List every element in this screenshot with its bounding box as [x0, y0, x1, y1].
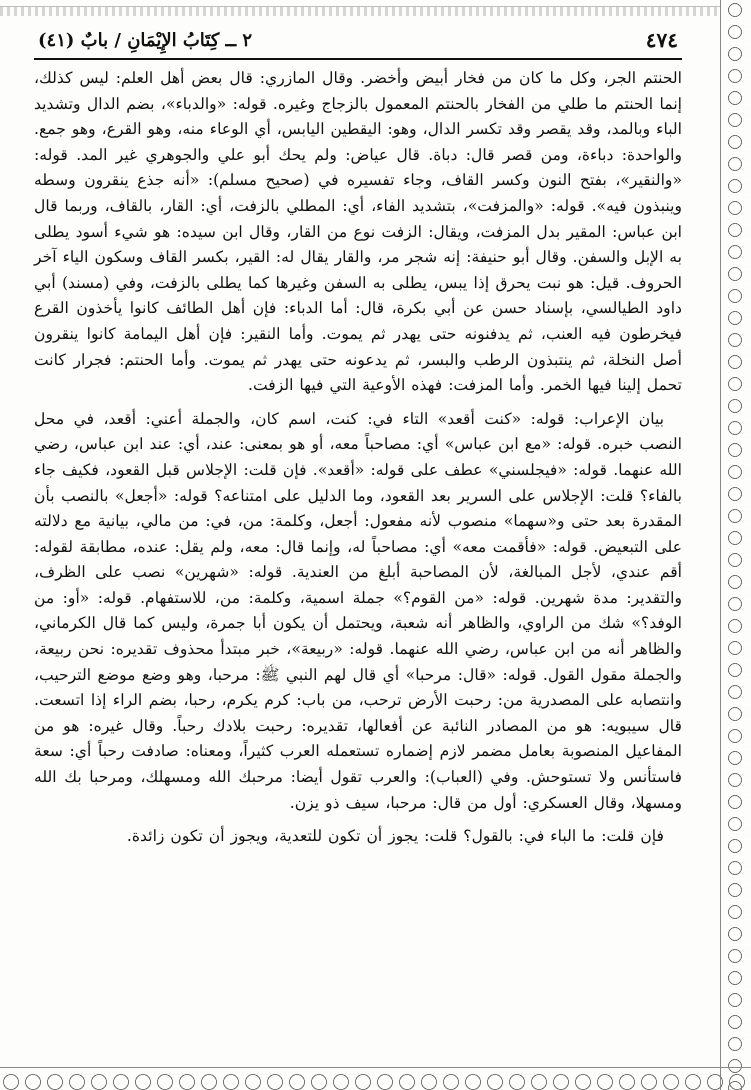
paragraph-question: فإن قلت: ما الباء في: بالقول؟ قلت: يجوز أن تكون للتعدية، ويجوز أن تكون زائدة. [126, 827, 664, 846]
paragraph-vocabulary: الحنتم الجر، وكل ما كان من فخار أبيض وأخضر. وقال المازري: قال بعض أهل العلم: ليس كذلك، إنما الحنتم ما طلي من الفخار بالحنتم المعمول بالزجاج وغيره. قوله: «والدباء»، بضم الدال وتشديد الباء وبالمد، وقد يقصر وقد تكسر الدال، وهو: اليقطين اليابس، أي الوعاء منه، وهو القرع، وهو جمع. والواحدة: دباءة، ومن قصر قال: دباة. قال عياض: ولم يحك أبو علي والجوهري غير المد. قوله: «والنقير»، بفتح النون وكسر القاف، وجاء تفسيره في (صحيح مسلم): «أنه جذع ينقرون وسطه وينبذون فيه». قوله: «والمزفت»، بتشديد الفاء، أي: المطلي بالزفت، أي: القار، بالقاف، وربما قال ابن عباس: المقير بدل المزفت، ويقال: الزفت نوع من القار، وقال ابن سيده: هو شيء أسود يطلى به الإبل والسفن. وقال أبو حنيفة: إنه شجر مر، والقار يقال له: القير، بكسر القاف وسكون الياء آخر الحروف. قيل: هو نبت يحرق إذا يبس، يطلى به السفن وغيرها كما يطلى بالزفت، وفي (مسند) أبي داود الطيالسي، بإسناد حسن عن أبي بكرة، قال: أما الدباء: فإن أهل الطائف كانوا يأخذون القرع فيخرطون فيه العنب، ثم يدفنونه حتى يهدر ثم يموت. وأما النقير: فإن أهل اليمامة كانوا ينقرون أصل النخلة، ثم ينتبذون الرطب والبسر، ثم يدعونه حتى يهدر ثم يموت. وأما الحنتم: فجرار كانت تحمل إلينا فيها الخمر. وأما المزفت: فهذه الأوعية التي فيها الزفت. [34, 69, 682, 395]
page-number: ٤٧٤ [645, 28, 678, 52]
ornamental-border-right [720, 0, 751, 1090]
chapter-title: ٢ ــ كِتَابُ الإِيْمَانِ / بابٌ (٤١) [38, 29, 253, 51]
page-header [34, 22, 682, 60]
ornamental-border-top [0, 6, 751, 16]
paragraph-grammar: بيان الإعراب: قوله: «كنت أقعد» التاء في: كنت، اسم كان، والجملة أعني: أقعد، في محل النصب خبره. قوله: «مع ابن عباس» أي: مصاحباً معه، أو هو بمعنى: عند، أي: عند ابن عباس، رضي الله عنهما. قوله: «فيجلسني» عطف على قوله: «أقعد». فإن قلت: الإجلاس قبل القعود، فكيف جاء بالفاء؟ قلت: الإجلاس على السرير بعد القعود، وما الدليل على امتناعه؟ قوله: «أجعل» بالنصب بأن المقدرة بعد حتى و«سهما» منصوب لأنه مفعول: أجعل، وكلمة: من، في: من مالي، بيانية مع دلالته على التبعيض. قوله: «فأقمت معه» أي: مصاحباً له، وإنما قال: معه، ولم يقل: عنده، مطابقة لقوله: أقم عندي، لأجل المبالغة، لأن المصاحبة أبلغ من العندية. قوله: «شهرين» نصب على الظرف، والتقدير: مدة شهرين. قوله: «من القوم؟» جملة اسمية، وكلمة: من، للاستفهام. قوله: «أو: من الوفد؟» شك من الراوي، والظاهر أنه شعبة، ويحتمل أن يكون أبا جمرة، وليس كما قال الكرماني، والظاهر أنه من ابن عباس، رضي الله عنهما. قوله: «ربيعة»، خبر مبتدأ محذوف تقديره: نحن ربيعة، والجملة مقول القول. قوله: «قال: مرحبا» أي قال لهم النبي ﷺ: مرحبا، وهو وضع موضع الترحيب، وانتصابه على المصدرية من: رحبت الأرض ترحب، من باب: كرم يكرم، رحبا، بضم الراء إذا اتسعت. قال سيبويه: هو من المصادر النائبة عن أفعالها، تقديره: رحبت بلادك رحباً. وقال غيره: هو من المفاعيل المنصوبة بعامل مضمر لازم إضماره تستعمله العرب كثيراً، ومعناه: صادفت رحباً أي: سعة فاستأنس ولا تستوحش. وفي (العباب): والعرب تقول أيضا: مرحبك الله ومسهلك، ومرحبا بك الله ومسهلا، وقال العسكري: أول من قال: مرحبا، سيف ذو يزن. [34, 409, 682, 812]
book-page [34, 22, 682, 850]
page-body [34, 66, 682, 850]
ornamental-border-bottom [0, 1067, 751, 1090]
